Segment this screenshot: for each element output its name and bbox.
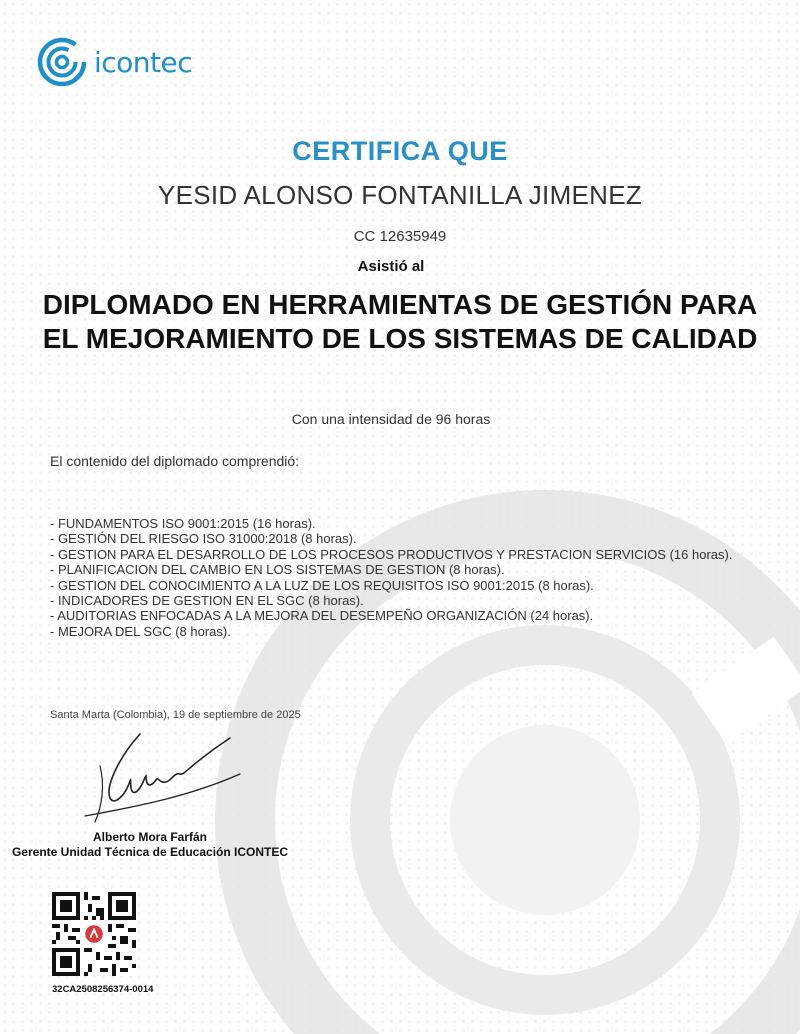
recipient-name: YESID ALONSO FONTANILLA JIMENEZ (157, 180, 643, 210)
icontec-wordmark: icontec (94, 45, 193, 79)
certifies-heading: CERTIFICA QUE (292, 136, 508, 166)
topic-item: - GESTIÓN DEL RIESGO ISO 31000:2018 (8 horas). (50, 531, 357, 547)
topic-item: - INDICADORES DE GESTION EN EL SGC (8 horas). (50, 593, 364, 609)
place-and-date: Santa Marta (Colombia), 19 de septiembre de 2025 (50, 709, 301, 721)
topic-item: - FUNDAMENTOS ISO 9001:2015 (16 horas). (50, 516, 316, 531)
signer-name: Alberto Mora Farfán (92, 830, 207, 844)
icontec-logo-icon (36, 36, 88, 88)
topic-item: - PLANIFICACION DEL CAMBIO EN LOS SISTEMAS DE GESTION (8 horas). (50, 562, 505, 578)
topic-item: - MEJORA DEL SGC (8 horas). (50, 623, 231, 639)
icontec-logo (36, 36, 192, 88)
verification-qr-code (52, 892, 136, 976)
handwritten-signature (80, 726, 250, 826)
certificate-code: 32CA2508256374-0014 (52, 984, 154, 995)
course-title (20, 288, 780, 356)
content-intro: El contenido del diplomado comprendió: (50, 453, 300, 469)
course-title-line-2: EL MEJORAMIENTO DE LOS SISTEMAS DE CALIDAD (42, 323, 758, 354)
topic-item: - AUDITORIAS ENFOCADAS A LA MEJORA DEL DESEMPEÑO ORGANIZACIÓN (24 horas). (50, 608, 594, 624)
course-title-line-1: DIPLOMADO EN HERRAMIENTAS DE GESTIÓN PARA (42, 289, 758, 320)
attended-label: Asistió al (357, 258, 425, 275)
topics-list (50, 516, 740, 639)
course-intensity: Con una intensidad de 96 horas (291, 411, 491, 427)
recipient-id: CC 12635949 (353, 228, 447, 245)
topic-item: - GESTION DEL CONOCIMIENTO A LA LUZ DE LOS REQUISITOS ISO 9001:2015 (8 horas). (50, 577, 594, 593)
signer-role: Gerente Unidad Técnica de Educación ICONTEC (11, 845, 289, 859)
topic-item: - GESTION PARA EL DESARROLLO DE LOS PROCESOS PRODUCTIVOS Y PRESTACION SERVICIOS (16 horas). (50, 546, 733, 562)
